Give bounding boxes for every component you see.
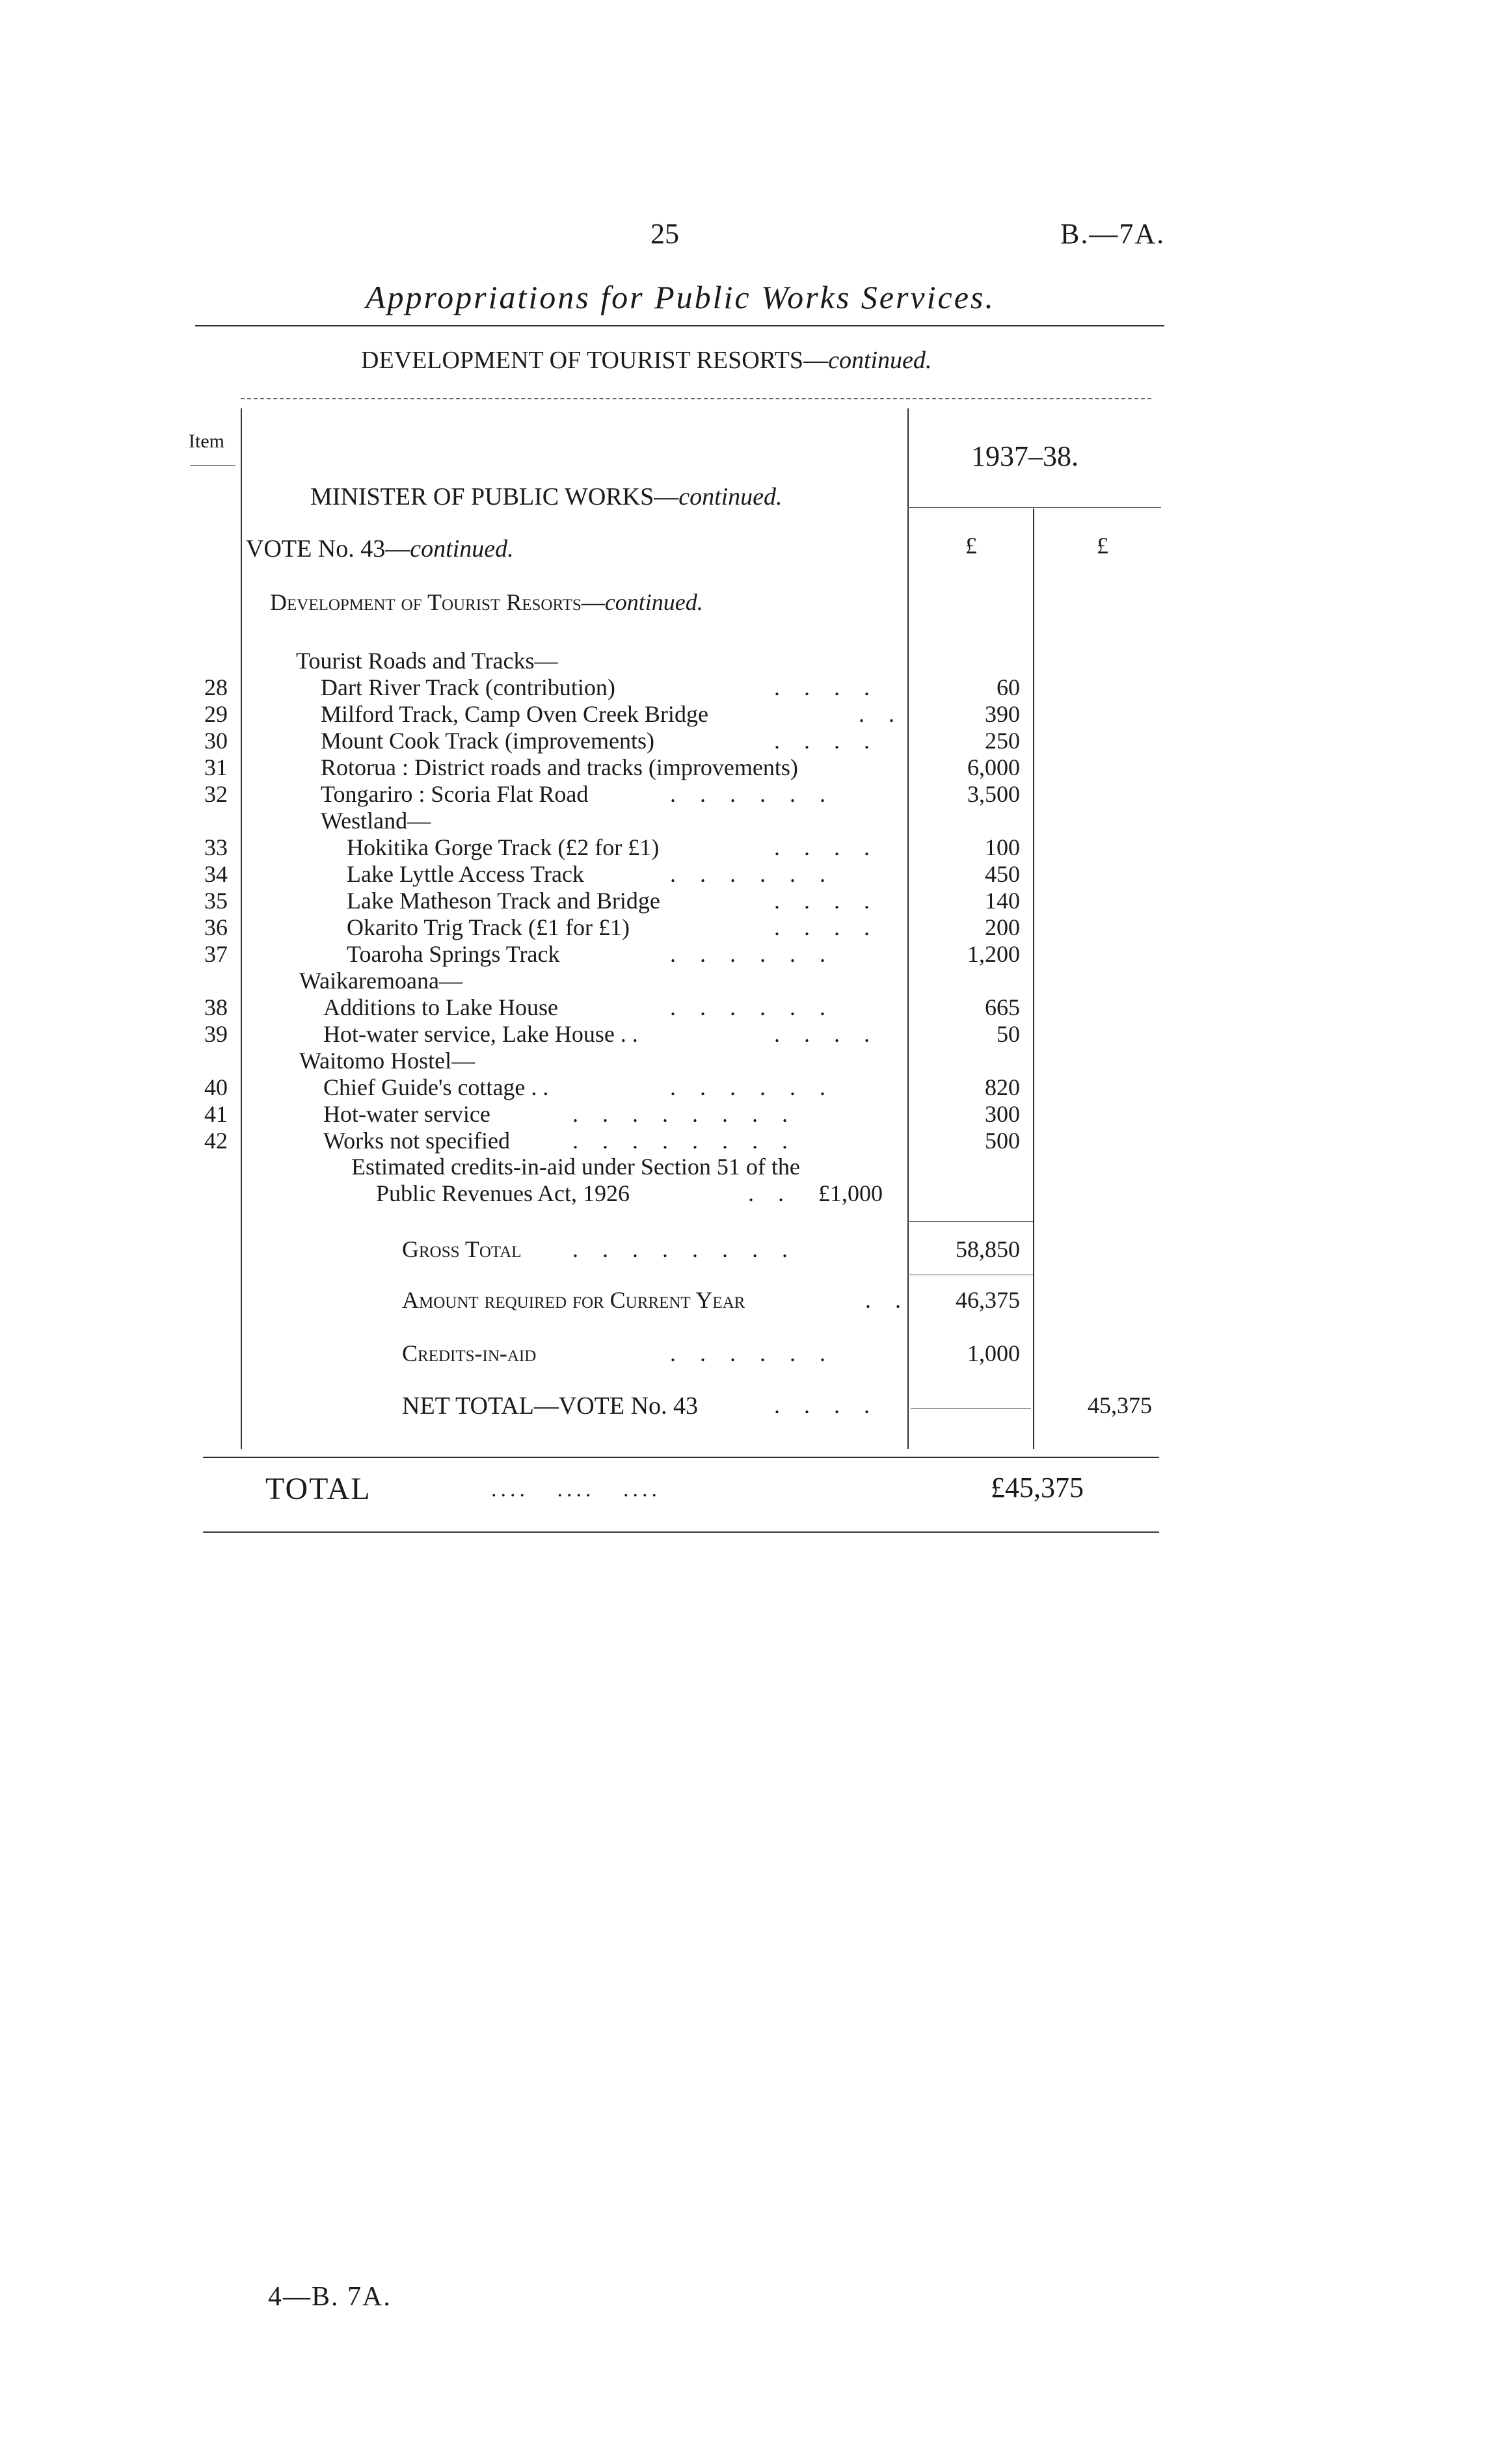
row-label: Westland— bbox=[321, 808, 431, 834]
row-leader: . . . . . . bbox=[670, 861, 835, 887]
net-total-label: NET TOTAL—VOTE No. 43 bbox=[402, 1392, 699, 1420]
row-amount: 665 bbox=[985, 994, 1020, 1020]
row-leader: . . bbox=[859, 701, 904, 727]
subtitle-continued: continued. bbox=[828, 347, 932, 374]
credits-in-aid-amount: 1,000 bbox=[967, 1340, 1020, 1366]
row-label: Lake Lyttle Access Track bbox=[347, 861, 584, 887]
row-amount: 6,000 bbox=[967, 754, 1020, 780]
row-amount: 300 bbox=[985, 1101, 1020, 1127]
table-row bbox=[0, 647, 1487, 673]
row-label: Tourist Roads and Tracks— bbox=[296, 648, 558, 674]
row-leader: . . . . bbox=[774, 1021, 879, 1047]
row-label: Chief Guide's cottage . . bbox=[323, 1074, 549, 1100]
table-row bbox=[0, 914, 1487, 940]
sheet-reference: 4—B. 7A. bbox=[268, 2282, 392, 2312]
credits-in-aid-leader: . . . . . . bbox=[670, 1340, 835, 1366]
row-amount: 500 bbox=[985, 1128, 1020, 1154]
row-label: Lake Matheson Track and Bridge bbox=[347, 888, 660, 914]
page-title: Appropriations for Public Works Services. bbox=[366, 279, 995, 315]
grand-total-dots: .... .... .... bbox=[491, 1477, 661, 1502]
row-amount: 390 bbox=[985, 701, 1020, 727]
row-leader: . . . . bbox=[774, 674, 879, 700]
currency-header-1: £ bbox=[965, 533, 977, 559]
page-number: 25 bbox=[650, 218, 679, 250]
row-label: Rotorua : District roads and tracks (improvements) bbox=[321, 754, 798, 780]
row-leader: . . . . . . bbox=[670, 781, 835, 807]
table-row bbox=[0, 887, 1487, 913]
table-row bbox=[0, 780, 1487, 806]
row-amount: 3,500 bbox=[967, 781, 1020, 807]
table-row bbox=[0, 1100, 1487, 1126]
row-amount: 200 bbox=[985, 914, 1020, 940]
item-number: 37 bbox=[204, 941, 228, 967]
amount-required-amount: 46,375 bbox=[956, 1287, 1020, 1313]
item-number: 31 bbox=[204, 754, 228, 780]
row-label: Waikaremoana— bbox=[299, 968, 462, 994]
credits-note-line1: Estimated credits-in-aid under Section 51 of the bbox=[351, 1154, 800, 1180]
gross-total-amount: 58,850 bbox=[956, 1236, 1020, 1262]
row-label: Waitomo Hostel— bbox=[299, 1048, 476, 1074]
item-column-header: Item bbox=[189, 431, 224, 452]
development-heading-continued: continued. bbox=[604, 589, 703, 615]
table-row bbox=[0, 674, 1487, 700]
credits-in-aid-label: Credits-in-aid bbox=[402, 1340, 537, 1366]
item-number: 32 bbox=[204, 781, 228, 807]
row-leader: . . . . bbox=[774, 834, 879, 860]
row-label: Okarito Trig Track (£1 for £1) bbox=[347, 914, 630, 940]
credits-note-amount: £1,000 bbox=[818, 1180, 883, 1206]
item-number: 38 bbox=[204, 994, 228, 1020]
table-row bbox=[0, 940, 1487, 966]
item-number: 28 bbox=[204, 674, 228, 700]
gross-total-leader: . . . . . . . . bbox=[572, 1236, 797, 1262]
row-leader: . . . . . . bbox=[670, 1074, 835, 1100]
minister-heading-main: MINISTER OF PUBLIC WORKS— bbox=[310, 483, 679, 510]
row-amount: 450 bbox=[985, 861, 1020, 887]
row-label: Mount Cook Track (improvements) bbox=[321, 728, 654, 754]
net-total-amount: 45,375 bbox=[1088, 1392, 1152, 1418]
table-row bbox=[0, 834, 1487, 860]
row-label: Hot-water service bbox=[323, 1101, 490, 1127]
row-amount: 50 bbox=[997, 1021, 1020, 1047]
row-label: Hot-water service, Lake House . . bbox=[323, 1021, 638, 1047]
table-row bbox=[0, 700, 1487, 726]
table-row bbox=[0, 807, 1487, 833]
row-label: Works not specified bbox=[323, 1128, 511, 1154]
table-row bbox=[0, 754, 1487, 780]
table-row bbox=[0, 994, 1487, 1020]
document-reference: B.—7A. bbox=[1060, 218, 1166, 250]
row-label: Toaroha Springs Track bbox=[347, 941, 560, 967]
row-leader: . . . . bbox=[774, 728, 879, 754]
currency-header-2: £ bbox=[1097, 533, 1108, 559]
item-number: 42 bbox=[204, 1128, 228, 1154]
gross-total-label: Gross Total bbox=[402, 1236, 522, 1262]
row-amount: 60 bbox=[997, 674, 1020, 700]
credits-note-leader: . . bbox=[748, 1180, 793, 1206]
vote-heading-continued: continued. bbox=[410, 535, 514, 563]
vote-heading-main: VOTE No. 43— bbox=[246, 535, 410, 563]
row-leader: . . . . bbox=[774, 914, 879, 940]
row-label: Milford Track, Camp Oven Creek Bridge bbox=[321, 701, 708, 727]
grand-total-label: TOTAL bbox=[265, 1472, 371, 1506]
amount-required-leader: . . bbox=[865, 1287, 910, 1313]
total-top-rule bbox=[203, 1457, 1159, 1458]
table-row bbox=[0, 1047, 1487, 1073]
development-heading-main: Development of Tourist Resorts— bbox=[270, 589, 605, 615]
table-row bbox=[0, 727, 1487, 753]
item-number: 30 bbox=[204, 728, 228, 754]
row-leader: . . . . . . bbox=[670, 994, 835, 1020]
amount-required-label: Amount required for Current Year bbox=[402, 1287, 745, 1313]
row-amount: 140 bbox=[985, 888, 1020, 914]
row-amount: 250 bbox=[985, 728, 1020, 754]
table-row bbox=[0, 1127, 1487, 1153]
row-label: Hokitika Gorge Track (£2 for £1) bbox=[347, 834, 660, 860]
item-number: 29 bbox=[204, 701, 228, 727]
row-amount: 100 bbox=[985, 834, 1020, 860]
row-leader: . . . . . . bbox=[670, 941, 835, 967]
subtitle-main: DEVELOPMENT OF TOURIST RESORTS— bbox=[361, 347, 829, 374]
table-row bbox=[0, 967, 1487, 993]
total-bottom-rule bbox=[203, 1531, 1159, 1533]
row-label: Additions to Lake House bbox=[323, 994, 558, 1020]
item-number: 39 bbox=[204, 1021, 228, 1047]
row-leader: . . . . . . . . bbox=[572, 1101, 797, 1127]
row-label: Dart River Track (contribution) bbox=[321, 674, 615, 700]
row-label: Tongariro : Scoria Flat Road bbox=[321, 781, 589, 807]
item-number: 36 bbox=[204, 914, 228, 940]
item-number: 35 bbox=[204, 888, 228, 914]
grand-total-amount: £45,375 bbox=[991, 1472, 1084, 1504]
credits-note-line2: Public Revenues Act, 1926 bbox=[376, 1180, 630, 1206]
row-amount: 1,200 bbox=[967, 941, 1020, 967]
year-column-header: 1937–38. bbox=[971, 440, 1078, 472]
minister-heading-continued: continued. bbox=[678, 483, 783, 510]
row-amount: 820 bbox=[985, 1074, 1020, 1100]
row-leader: . . . . bbox=[774, 888, 879, 914]
item-number: 33 bbox=[204, 834, 228, 860]
item-number: 40 bbox=[204, 1074, 228, 1100]
item-number: 41 bbox=[204, 1101, 228, 1127]
net-total-leader: . . . . bbox=[774, 1392, 879, 1418]
table-row bbox=[0, 1020, 1487, 1046]
row-leader: . . . . . . . . bbox=[572, 1128, 797, 1154]
table-row bbox=[0, 860, 1487, 886]
table-row bbox=[0, 1074, 1487, 1100]
net-total-dash-rule bbox=[911, 1408, 1031, 1409]
item-number: 34 bbox=[204, 861, 228, 887]
gross-total-top-rule bbox=[907, 1221, 1033, 1222]
